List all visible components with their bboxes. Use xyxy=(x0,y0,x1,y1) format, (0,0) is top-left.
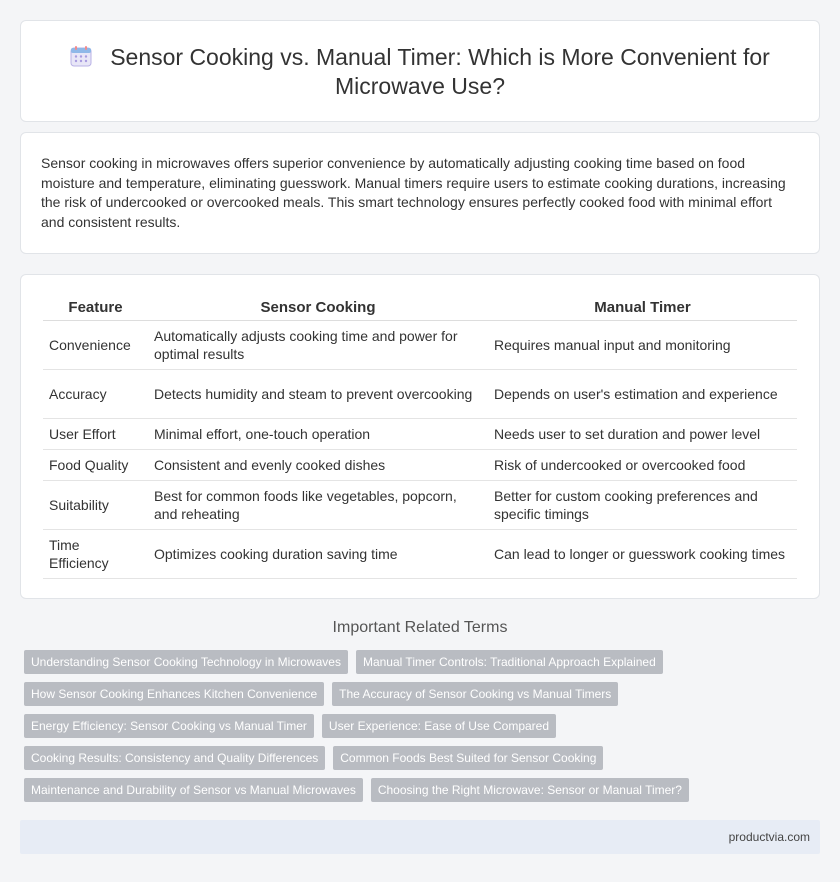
term-tag[interactable]: The Accuracy of Sensor Cooking vs Manual Timers xyxy=(332,682,618,706)
table-cell-feature: Time Efficiency xyxy=(43,529,148,578)
title-card xyxy=(20,20,820,122)
term-tag[interactable]: Energy Efficiency: Sensor Cooking vs Manual Timer xyxy=(24,714,314,738)
term-tag[interactable]: Choosing the Right Microwave: Sensor or Manual Timer? xyxy=(371,778,689,802)
table-cell-manual: Can lead to longer or guesswork cooking times xyxy=(488,529,797,578)
page-title-text: Sensor Cooking vs. Manual Timer: Which is More Convenient for Microwave Use? xyxy=(110,44,770,99)
table-cell-manual: Depends on user's estimation and experience xyxy=(488,369,797,418)
table-cell-manual: Better for custom cooking preferences and specific timings xyxy=(488,480,797,529)
footer xyxy=(20,820,820,854)
table-row xyxy=(43,369,797,418)
table-cell-feature: Convenience xyxy=(43,320,148,369)
term-tag[interactable]: Cooking Results: Consistency and Quality Differences xyxy=(24,746,325,770)
table-cell-feature: User Effort xyxy=(43,418,148,449)
table-header-row xyxy=(43,295,797,320)
comparison-table xyxy=(43,295,797,579)
table-cell-sensor: Detects humidity and steam to prevent overcooking xyxy=(148,369,488,418)
table-cell-feature: Suitability xyxy=(43,480,148,529)
table-cell-sensor: Consistent and evenly cooked dishes xyxy=(148,449,488,480)
header-manual-timer: Manual Timer xyxy=(488,295,797,320)
term-tag[interactable]: How Sensor Cooking Enhances Kitchen Convenience xyxy=(24,682,324,706)
table-cell-manual: Requires manual input and monitoring xyxy=(488,320,797,369)
table-row xyxy=(43,529,797,578)
calendar-icon xyxy=(70,45,92,67)
page-title xyxy=(61,43,779,101)
table-row xyxy=(43,480,797,529)
table-cell-sensor: Minimal effort, one-touch operation xyxy=(148,418,488,449)
related-terms xyxy=(20,619,820,802)
table-cell-sensor: Automatically adjusts cooking time and power for optimal results xyxy=(148,320,488,369)
term-tag[interactable]: Manual Timer Controls: Traditional Approach Explained xyxy=(356,650,663,674)
term-tag[interactable]: User Experience: Ease of Use Compared xyxy=(322,714,556,738)
table-cell-sensor: Optimizes cooking duration saving time xyxy=(148,529,488,578)
comparison-card xyxy=(20,274,820,599)
table-cell-manual: Needs user to set duration and power level xyxy=(488,418,797,449)
table-row xyxy=(43,449,797,480)
header-feature: Feature xyxy=(43,295,148,320)
related-terms-heading: Important Related Terms xyxy=(332,619,508,636)
table-cell-manual: Risk of undercooked or overcooked food xyxy=(488,449,797,480)
intro-card xyxy=(20,132,820,254)
term-tag[interactable]: Common Foods Best Suited for Sensor Cooking xyxy=(333,746,603,770)
term-tag[interactable]: Understanding Sensor Cooking Technology in Microwaves xyxy=(24,650,348,674)
term-tag[interactable]: Maintenance and Durability of Sensor vs Manual Microwaves xyxy=(24,778,363,802)
table-cell-feature: Accuracy xyxy=(43,369,148,418)
table-row xyxy=(43,320,797,369)
table-cell-feature: Food Quality xyxy=(43,449,148,480)
table-row xyxy=(43,418,797,449)
footer-site-link[interactable]: productvia.com xyxy=(728,830,810,844)
header-sensor-cooking: Sensor Cooking xyxy=(148,295,488,320)
related-terms-list xyxy=(20,650,820,802)
table-cell-sensor: Best for common foods like vegetables, popcorn, and reheating xyxy=(148,480,488,529)
intro-text: Sensor cooking in microwaves offers superior convenience by automatically adjusting cooking time based on food moisture and temperature, eliminating guesswork. Manual timers require users to estimate cooking durations, increasing the risk of undercooked or overcooked meals. This smart technology ensures perfectly cooked food with minimal effort and consistent results. xyxy=(41,155,786,230)
